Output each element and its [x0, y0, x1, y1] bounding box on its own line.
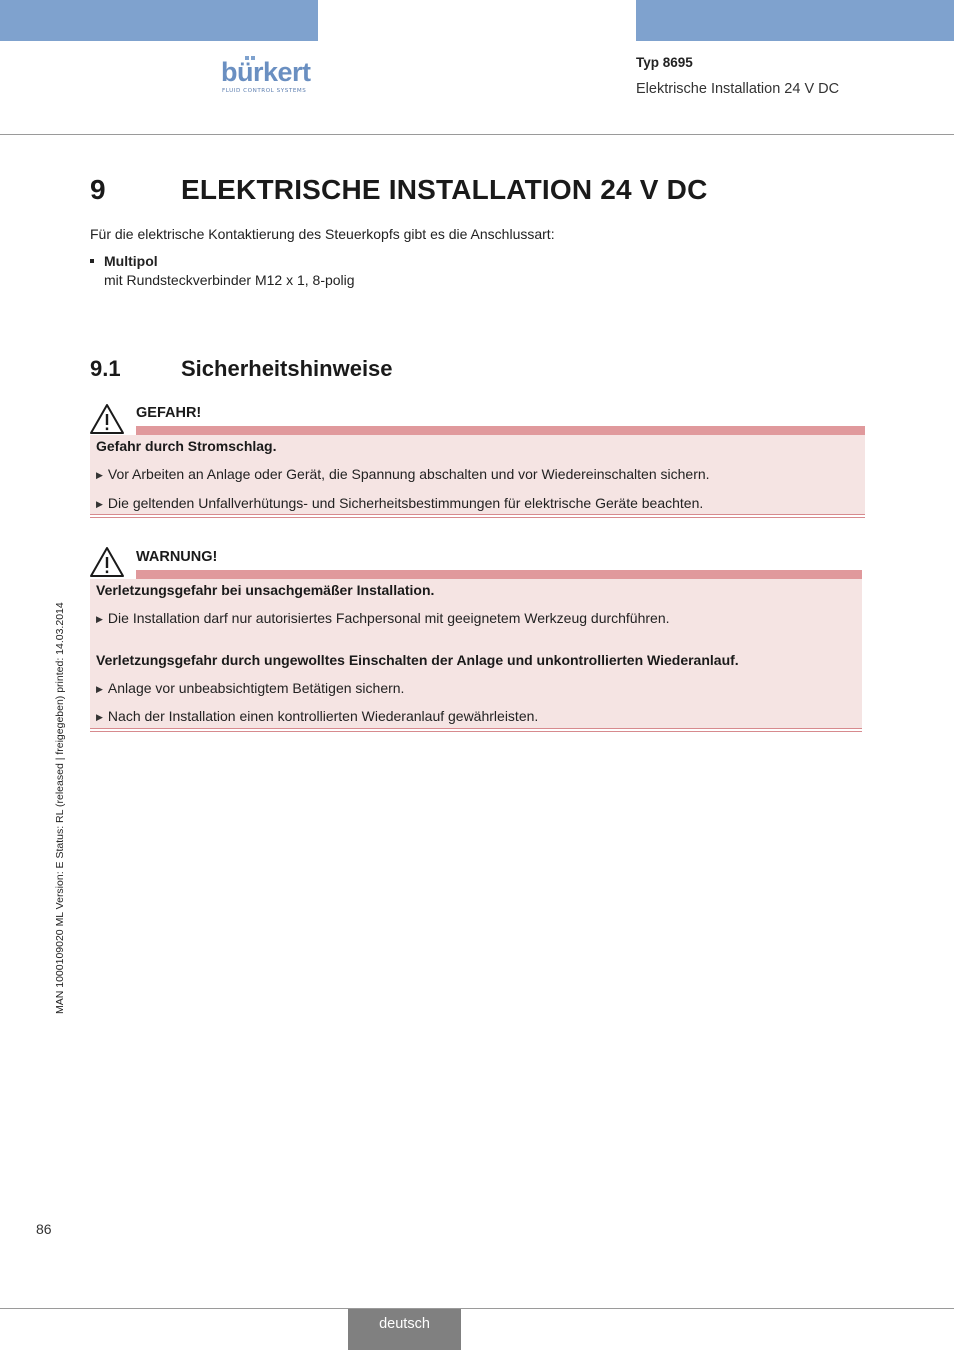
header-bar-left: [0, 0, 318, 41]
section-number: 9.1: [90, 356, 121, 381]
logo-tagline: FLUID CONTROL SYSTEMS: [222, 88, 307, 94]
warning-heading-1: Verletzungsgefahr bei unsachgemäßer Installation.: [96, 582, 435, 598]
arrow-right-icon: ▶: [96, 470, 103, 480]
danger-bottom-rule: [90, 514, 865, 515]
warning-item-1-text: Die Installation darf nur autorisiertes Fachpersonal mit geeignetem Werkzeug durchführen.: [107, 610, 670, 626]
bullet-text: mit Rundsteckverbinder M12 x 1, 8-polig: [104, 272, 355, 288]
warning-bottom-rule-2: [90, 731, 862, 732]
warning-item-2: [96, 680, 404, 696]
chapter-title: ELEKTRISCHE INSTALLATION 24 V DC: [181, 174, 708, 205]
bullet-marker: [90, 259, 94, 263]
header-type-label: Typ 8695: [636, 55, 693, 70]
chapter-number: 9: [90, 174, 106, 205]
danger-item-2: [96, 495, 703, 511]
page-number: 86: [36, 1221, 52, 1237]
danger-item-2-text: Die geltenden Unfallverhütungs- und Sicherheitsbestimmungen für elektrische Geräte beachten.: [107, 495, 704, 511]
header-section-label: Elektrische Installation 24 V DC: [636, 81, 840, 97]
document-side-note: MAN 1000109020 ML Version: E Status: RL (released | freigegeben) printed: 14.03.2014: [54, 602, 66, 1014]
warning-item-2-text: Anlage vor unbeabsichtigtem Betätigen sichern.: [107, 680, 405, 696]
arrow-right-icon: ▶: [96, 712, 103, 722]
danger-heading: Gefahr durch Stromschlag.: [96, 438, 277, 454]
danger-strip: [136, 426, 865, 435]
arrow-right-icon: ▶: [96, 614, 103, 624]
bullet-title: Multipol: [104, 253, 158, 269]
arrow-right-icon: ▶: [96, 684, 103, 694]
language-tab: deutsch: [348, 1309, 461, 1350]
warning-item-1: [96, 610, 670, 626]
chapter-intro: Für die elektrische Kontaktierung des Steuerkopfs gibt es die Anschlussart:: [90, 226, 555, 242]
warning-item-3: [96, 708, 538, 724]
warning-label: WARNUNG!: [136, 549, 218, 565]
warning-bottom-rule: [90, 728, 862, 729]
danger-item-1-text: Vor Arbeiten an Anlage oder Gerät, die Spannung abschalten und vor Wiedereinschalten sichern.: [107, 466, 710, 482]
section-title: Sicherheitshinweise: [181, 356, 393, 381]
header-bar-right: [636, 0, 954, 41]
arrow-right-icon: ▶: [96, 499, 103, 509]
danger-item-1: [96, 466, 710, 482]
warning-triangle-icon: [89, 546, 125, 578]
danger-label: GEFAHR!: [136, 405, 202, 421]
warning-strip: [136, 570, 862, 579]
warning-item-3-text: Nach der Installation einen kontrollierten Wiederanlauf gewährleisten.: [107, 708, 539, 724]
warning-heading-2: Verletzungsgefahr durch ungewolltes Einschalten der Anlage und unkontrollierten Wiederanlauf.: [96, 652, 739, 668]
logo-wordmark: bürkert: [221, 57, 311, 87]
warning-triangle-icon: [89, 403, 125, 435]
danger-bottom-rule-2: [90, 517, 865, 518]
footer-divider: [0, 1308, 954, 1309]
header-divider: [0, 134, 954, 135]
